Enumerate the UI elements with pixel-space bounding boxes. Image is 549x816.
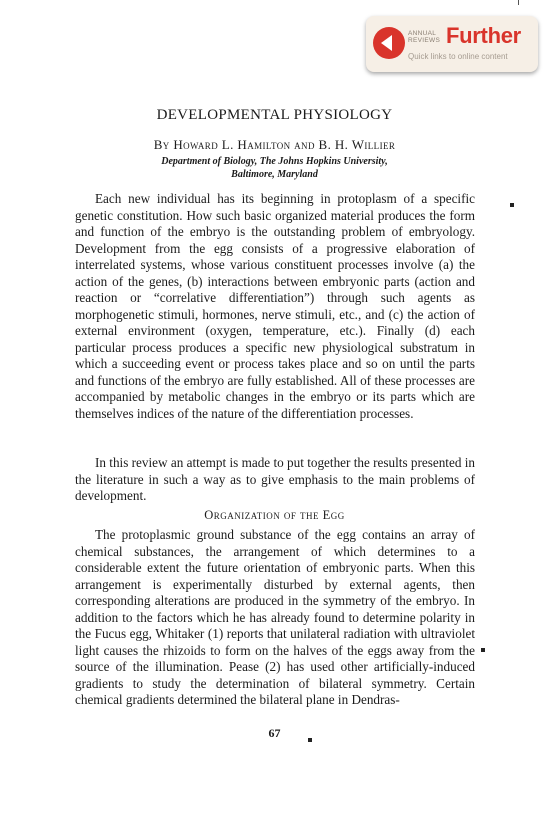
scan-artifact-dot bbox=[481, 648, 485, 652]
article-authors bbox=[0, 137, 549, 153]
authors-prefix: By bbox=[153, 137, 174, 152]
paragraph-1-block bbox=[75, 191, 475, 422]
affiliation-line-2: Baltimore, Maryland bbox=[231, 169, 318, 180]
badge-subtitle: Quick links to online content bbox=[408, 52, 508, 61]
annual-reviews-logo-icon bbox=[373, 27, 405, 59]
page-number: 67 bbox=[268, 726, 281, 740]
crop-mark bbox=[518, 0, 519, 5]
annual-reviews-further-badge[interactable] bbox=[366, 16, 538, 72]
scan-artifact-dot bbox=[510, 203, 514, 207]
paragraph-2-block bbox=[75, 455, 475, 505]
article-title: DEVELOPMENTAL PHYSIOLOGY bbox=[156, 107, 393, 123]
affiliation-line-1: Department of Biology, The Johns Hopkins University, bbox=[161, 156, 388, 167]
paragraph-2: In this review an attempt is made to put together the results presented in the literature in such a way as to give emphasis to the main problems of development. bbox=[75, 455, 475, 503]
paragraph-1: Each new individual has its beginning in protoplasm of a specific genetic constitution. How such basic organized material produces the form and function of the embryo is the outstanding problem of embryology. Development from the egg consists of a progressive elaboration of interrelated systems, whose various constituent processes involve (a) the action of the genes, (b) interactions between embryonic parts (action and reaction or “correlative differentiation”) through such agents as morphogenetic stimuli, hormones, nerve stimuli, etc., and (c) the action of external environment (oxygen, temperature, etc.). Finally (d) each particular process produces a specific new physiological substratum in which a succeeding event or process takes place and so on until the parts and functions of the embryo are fully established. All of these processes are accompanied by metabolic changes in the embryo or its parts which are themselves indices of the nature of the differentiation processes. bbox=[75, 191, 475, 421]
further-label: Further bbox=[446, 23, 521, 48]
authors-names: Howard L. Hamilton and B. H. Willier bbox=[173, 137, 396, 152]
annual-reviews-label: ANNUAL REVIEWS bbox=[408, 30, 441, 44]
scan-artifact-dot bbox=[308, 738, 312, 742]
section-heading: Organization of the Egg bbox=[204, 508, 345, 522]
paragraph-3-block bbox=[75, 527, 475, 709]
paragraph-3: The protoplasmic ground substance of the egg contains an array of chemical substances, the arrangement of which determines to a considerable extent the future orientation of embryonic parts. When this arrangement is experimentally disturbed by external agents, then corresponding alterations are produced in the symmetry of the embryo. In addition to the factors which he has already found to determine polarity in the Fucus egg, Whitaker (1) reports that unilateral radiation with ultraviolet light causes the rhizoids to form on the halves of the eggs away from the source of the illumination. Pease (2) has used other artificially-induced gradients to study the determination of bilateral symmetry. Certain chemical gradients determined the bilateral plane in Dendras- bbox=[75, 527, 475, 707]
